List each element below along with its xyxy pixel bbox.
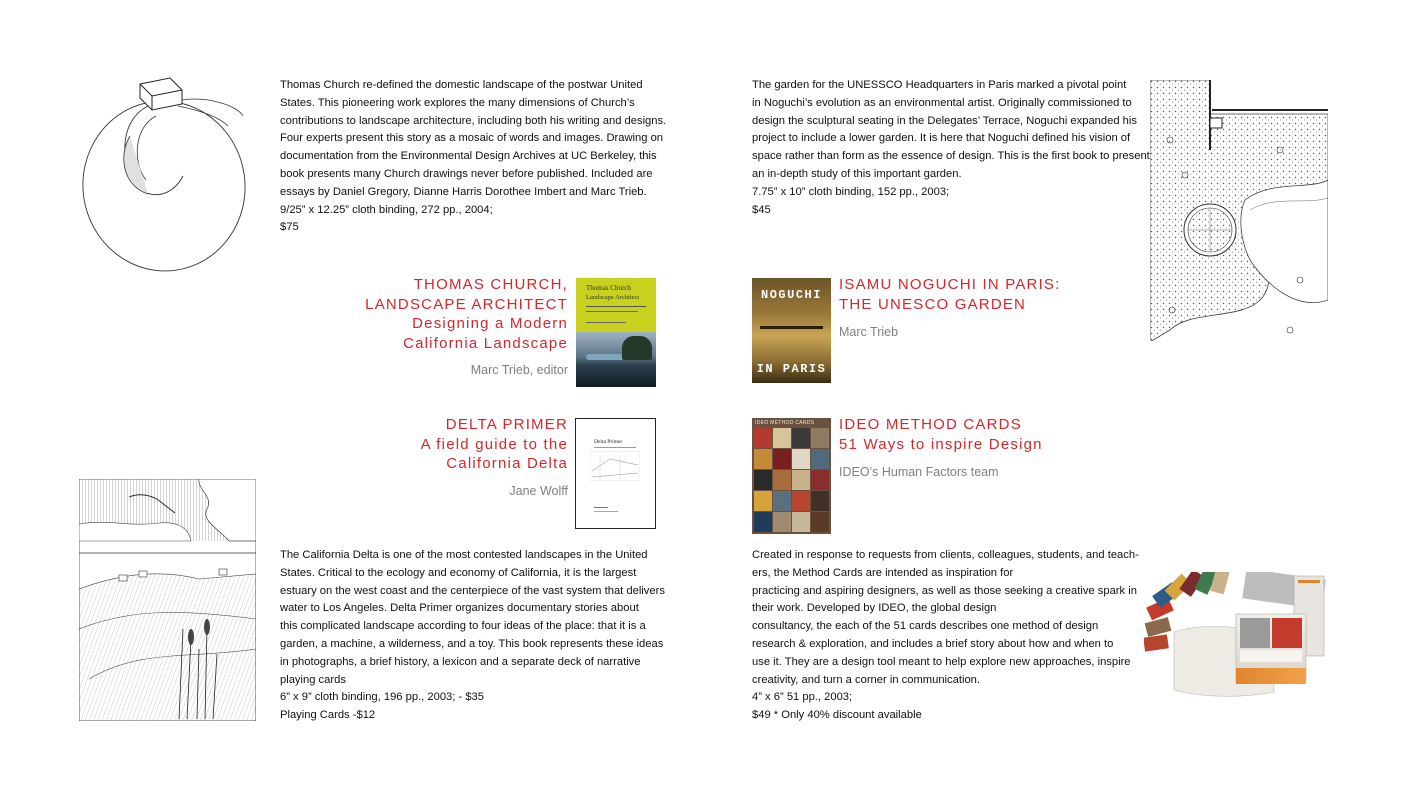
cover-title: NOGUCHI	[761, 288, 822, 302]
subtitle-line: 51 Ways to inspire Design	[839, 435, 1043, 453]
desc-line: garden, a machine, a wilderness, and a toy. This book represents these ideas	[280, 637, 664, 650]
desc-price: $75	[280, 221, 299, 234]
desc-line: space rather than form as the essence of design. This is the first book to present	[752, 150, 1150, 163]
desc-line: practicing and aspiring designers, as well as those seeking a creative spark in	[752, 584, 1137, 597]
desc-line: playing cards	[280, 673, 346, 686]
church-title	[300, 275, 568, 353]
desc-line: in Noguchi’s evolution as an environmental artist. Originally commissioned to	[752, 96, 1132, 109]
desc-line: design the sculptural seating in the Delegates’ Terrace, Noguchi expanded his	[752, 114, 1137, 127]
title-line: DELTA PRIMER	[445, 416, 568, 433]
subtitle-line: California Delta	[446, 455, 568, 472]
desc-line: Thomas Church re-defined the domestic landscape of the postwar United	[280, 79, 643, 91]
delta-description	[280, 547, 665, 725]
desc-line: essays by Daniel Gregory, Dianne Harris Dorothee Imbert and Marc Trieb.	[280, 185, 647, 198]
cover-title: IDEO METHOD CARDS	[755, 420, 815, 426]
noguchi-title	[839, 275, 1099, 314]
desc-price: $45	[752, 203, 771, 216]
ideo-title	[839, 415, 1099, 454]
church-garden-sketch	[78, 76, 258, 272]
cover-rule	[594, 447, 636, 448]
cover-rule	[586, 306, 646, 307]
delta-landscape-sketch	[79, 479, 256, 721]
desc-line: ers, the Method Cards are intended as inspiration for	[752, 566, 1014, 579]
desc-line: in photographs, a brief history, a lexicon and a separate deck of narrative	[280, 655, 641, 668]
cover-rule	[760, 326, 823, 329]
desc-line: their work. Developed by IDEO, the global design	[752, 602, 997, 615]
desc-line: 6” x 9” cloth binding, 196 pp., 2003; - $35	[280, 691, 484, 704]
desc-line: consultancy, the each of the 51 cards describes one method of design	[752, 620, 1099, 633]
noguchi-book-cover[interactable]	[752, 278, 831, 383]
delta-book-cover[interactable]	[575, 418, 656, 529]
cover-photo	[576, 332, 656, 387]
church-author: Marc Trieb, editor	[470, 363, 568, 377]
cover-rule	[594, 507, 608, 508]
title-line: THOMAS CHURCH,	[413, 276, 568, 293]
desc-line: project to include a lower garden. It is here that Noguchi defined his vision of	[752, 132, 1131, 145]
cover-rule	[586, 322, 626, 323]
delta-author: Jane Wolff	[509, 484, 568, 498]
cover-subtitle: IN PARIS	[756, 362, 827, 376]
church-description	[280, 77, 667, 237]
desc-price: Playing Cards -$12	[280, 709, 376, 722]
desc-line: Four experts present this story as a mosaic of words and images. Drawing on	[280, 132, 664, 145]
desc-price: $49 * Only 40% discount available	[752, 709, 922, 722]
noguchi-description	[752, 77, 1150, 219]
subtitle-line: Designing a Modern	[412, 315, 568, 332]
ideo-description	[752, 547, 1137, 725]
desc-line: 4” x 6” 51 pp., 2003;	[752, 691, 853, 704]
cover-title: Delta Primer	[594, 439, 623, 445]
cover-rule	[594, 511, 618, 512]
desc-line: contributions to landscape architecture, including both his writing and designs.	[280, 114, 667, 127]
delta-title	[320, 415, 568, 474]
desc-line: States. This pioneering work explores the many dimensions of Church’s	[280, 96, 635, 109]
cover-rule	[586, 311, 638, 312]
ideo-author: IDEO’s Human Factors team	[839, 465, 999, 479]
desc-line: Created in response to requests from clients, colleagues, students, and teach-	[752, 549, 1139, 561]
desc-line: book presents many Church drawings never before published. Included are	[280, 167, 653, 180]
title-line: ISAMU NOGUCHI IN PARIS:	[839, 276, 1061, 293]
cover-grid	[754, 428, 829, 532]
ideo-book-cover[interactable]	[752, 418, 831, 534]
desc-line: The California Delta is one of the most contested landscapes in the United	[280, 549, 648, 561]
title-line: THE UNESCO GARDEN	[839, 295, 1027, 313]
desc-line: this complicated landscape according to four ideas of the place: that it is a	[280, 620, 646, 633]
desc-line: an in-depth study of this important garden.	[752, 167, 962, 180]
desc-line: estuary on the west coast and the centerpiece of the vast system that delivers	[280, 584, 665, 597]
desc-line: 9/25” x 12.25” cloth binding, 272 pp., 2004;	[280, 203, 493, 216]
cover-title: Thomas Church	[586, 284, 631, 292]
ideo-cards-product-photo	[1144, 572, 1330, 700]
desc-line: water to Los Angeles. Delta Primer organizes documentary stories about	[280, 602, 639, 615]
subtitle-line: California Landscape	[403, 334, 568, 352]
unesco-garden-plan-sketch	[1150, 80, 1328, 342]
church-book-cover[interactable]	[576, 278, 656, 387]
subtitle-line: A field guide to the	[420, 435, 568, 453]
desc-line: documentation from the Environmental Design Archives at UC Berkeley, this	[280, 150, 657, 163]
desc-line: States. Critical to the ecology and economy of California, it is the largest	[280, 566, 637, 579]
desc-line: 7.75” x 10” cloth binding, 152 pp., 2003;	[752, 185, 950, 198]
title-line: LANDSCAPE ARCHITECT	[365, 295, 568, 313]
desc-line: use it. They are a design tool meant to help explore new approaches, inspire	[752, 655, 1131, 668]
noguchi-author: Marc Trieb	[839, 325, 899, 339]
desc-line: creativity, and turn a corner in communication.	[752, 673, 980, 686]
desc-line: The garden for the UNESSCO Headquarters in Paris marked a pivotal point	[752, 79, 1127, 91]
cover-drawing	[590, 451, 640, 481]
cover-subtitle: Landscape Architect	[586, 294, 640, 301]
title-line: IDEO METHOD CARDS	[839, 416, 1022, 433]
desc-line: research & exploration, and includes a brief story about how and when to	[752, 637, 1114, 650]
